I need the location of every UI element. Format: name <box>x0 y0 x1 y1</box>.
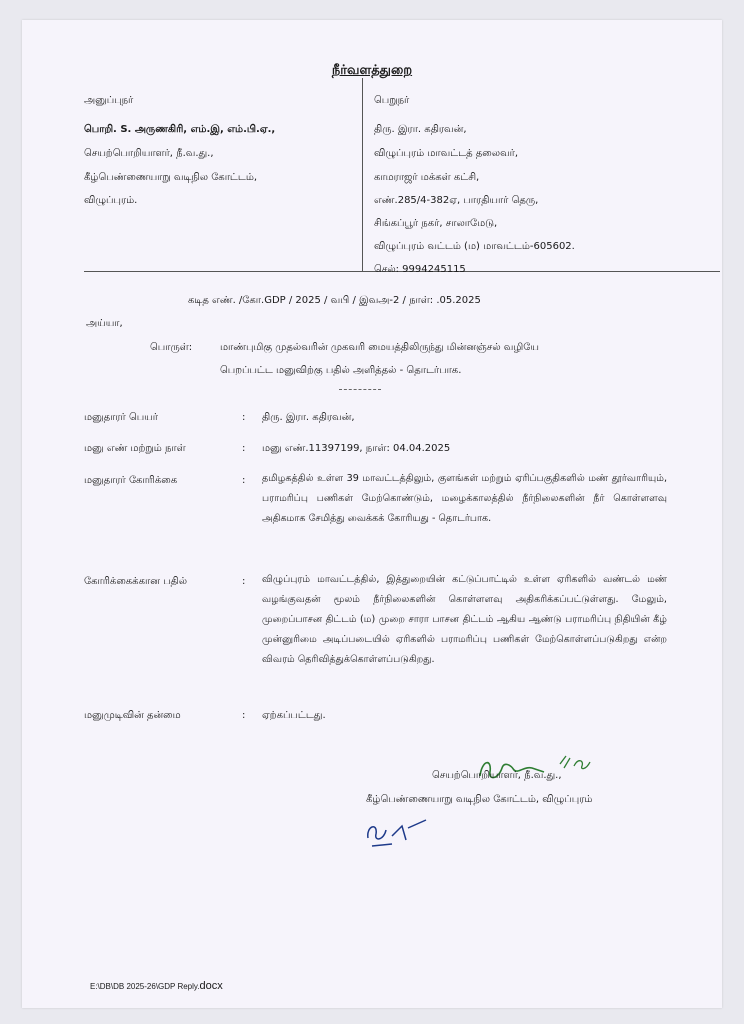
sender-heading: அனுப்புநர் <box>84 95 134 106</box>
signatory-designation: செயற்பொறியாளர், நீ.வ.து., <box>432 770 562 781</box>
field-colon: : <box>242 443 246 454</box>
recipient-line: சிங்கப்பூர் நகர், சாலாமேடு, <box>374 218 498 229</box>
reply-to-request: விழுப்புரம் மாவட்டத்தில், இத்துறையின் கட்டுப்பாட்டில் உள்ள ஏரிகளில் வண்டல் மண் வழங்குவதன் மூலம் நீர்நிலைகளின் கொள்ளளவு அதிகரிக்கப்பட்டுள்ளது. மேலும், முறைப்பாசன திட்டம் (ம) முறை சாரா பாசன திட்டம் ஆகிய ஆண்டு பராமரிப்பு நிதியின் கீழ் முன்னுரிமை அடிப்படையில் ஏரிகளில் பராமரிப்பு பணிகள் மேற்கொள்ளப்படுகிறது என்ற விவரம் தெரிவித்துக்கொள்ளப்படுகிறது. <box>262 574 667 665</box>
sender-designation: செயற்பொறியாளர், நீ.வ.து., <box>84 148 214 159</box>
recipient-phone: செல்: 9994245115 <box>374 264 466 275</box>
recipient-heading: பெறுநர் <box>374 95 410 106</box>
file-path: E:\DB\DB 2025-26\GDP Reply.docx <box>90 980 223 992</box>
field-label: மனுதாரர் கோரிக்கை <box>84 475 178 486</box>
subject-label: பொருள்: <box>150 342 193 353</box>
petition-number-date: மனு எண்.11397199, நாள்: 04.04.2025 <box>262 443 451 454</box>
initials-mark <box>362 816 432 848</box>
recipient-line: திரு. இரா. கதிரவன், <box>374 124 467 135</box>
recipient-line: விழுப்புரம் வட்டம் (ம) மாவட்டம்-605602. <box>374 241 575 252</box>
field-label: மனுதாரர் பெயர் <box>84 412 158 423</box>
recipient-line: எண்.285/4-382ஏ, பாரதியார் தெரு, <box>374 195 539 206</box>
salutation: அய்யா, <box>86 318 123 329</box>
subject-separator <box>339 389 381 390</box>
field-label: கோரிக்கைக்கான பதில் <box>84 576 188 587</box>
sender-name: பொறி. S. அருணகிரி, எம்.இ, எம்.பி.ஏ., <box>84 124 276 135</box>
field-colon: : <box>242 475 246 486</box>
field-label: மனு எண் மற்றும் நாள் <box>84 443 186 454</box>
recipient-line: விழுப்புரம் மாவட்டத் தலைவர், <box>374 148 519 159</box>
letter-page <box>22 20 722 1008</box>
sender-office: கீழ்பெண்ணையாறு வடிநில கோட்டம், <box>84 172 258 183</box>
reference-number: கடித எண். /கோ.GDP / 2025 / வபி / இவஅ-2 / நாள்: .05.2025 <box>188 295 481 306</box>
subject-line: பெறப்பட்ட மனுவிற்கு பதில் அளித்தல் - தொடர்பாக. <box>220 365 462 376</box>
petitioner-name: திரு. இரா. கதிரவன், <box>262 412 355 423</box>
field-colon: : <box>242 576 246 587</box>
petitioner-request: தமிழகத்தில் உள்ள 39 மாவட்டத்திலும், குளங்கள் மற்றும் ஏரிப்பகுதிகளில் மண் தூர்வாரியும், பராமரிப்பு பணிகள் மேற்கொண்டும், மழைக்காலத்தில் நீர்நிலைகளின் நீர் கொள்ளளவு அதிகமாக சேமித்து வைக்கக் கோரியது - தொடர்பாக. <box>262 473 667 524</box>
subject-line: மாண்புமிகு முதல்வரின் முகவரி மையத்திலிருந்து மின்னஞ்சல் வழியே <box>220 342 539 353</box>
field-label: மனுமுடிவின் தன்மை <box>84 710 181 721</box>
field-colon: : <box>242 412 246 423</box>
signatory-office: கீழ்பெண்ணையாறு வடிநில கோட்டம், விழுப்புரம் <box>366 794 593 805</box>
header-vertical-divider <box>362 78 363 271</box>
petition-outcome: ஏற்கப்பட்டது. <box>262 710 326 721</box>
department-title: நீர்வளத்துறை <box>331 63 413 78</box>
field-colon: : <box>242 710 246 721</box>
sender-city: விழுப்புரம். <box>84 195 138 206</box>
recipient-line: காமராஜர் மக்கள் கட்சி, <box>374 172 480 183</box>
